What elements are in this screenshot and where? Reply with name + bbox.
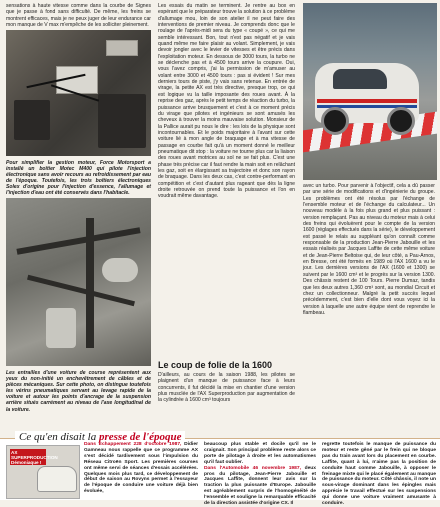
undercarriage-photo-caption: Les entrailles d'une voiture de course représentent aux yeux du non-initié un enchevêtrement de câbles et de pièces mécaniques. Sur cette photo, on distingue toutefois les vérins pneumatiques servant au levage rapide de la voiture et autour les points d'ancrage de la suspension arrière situés carrément au niveau de l'axe longitudinal de la voiture.: [6, 370, 151, 413]
engine-photo-caption: Pour simplifier la gestion moteur, Force Motorsport a installé un boîtier Motec M400 qui pilote l'injection électronique sans avoir recours au refroidissement par eau de l'époque. Toutefois, les trois boîtiers électroniques Solex d'origine pour l'injection d'essence, l'allumage et l'injection d'eau ont été conservés dans l'habitacle.: [6, 160, 151, 197]
engine-bay-photo: [6, 30, 151, 156]
press-text-1: Didier Gamneau nous rappelle que ce programme AX s'est décidé tardivement sous l'impulsion du Réseau Citroën Sport. Les premières courses ont même servi de séances d'essais accélérées. Quelques mois plus tard, ce développement de début de saison au Rovyns permet à l'essayeur de l'époque de conduire une voiture déjà bien évoluée,: [84, 442, 198, 495]
press-sidebar: [0, 431, 440, 507]
middle-column-continued: [158, 372, 295, 404]
press-source-1: Dans Echappement 228 d'octobre 1987,: [84, 442, 182, 447]
ecu-unit: [106, 40, 138, 56]
magazine-cover-car: [37, 466, 77, 492]
press-text-2a: beaucoup plus stable et docile qu'il ne le craignait. Son principal problème reste alors ce porte de pilotage à droite et les automatismes qu'il faut oublier.: [204, 442, 316, 465]
suspension-mount: [102, 258, 138, 282]
press-text-2b: deux pros du pilotage, Jean-Pierre Jabouille et Jacques Laffite, donnent leur avis sur la traction la plus puissante d'Europe. Jabouille est agréablement surpris de l'homogénéité de l'ensemble et souligne la remarquable efficacité de la direction assistée d'origine CX. Il: [204, 465, 316, 507]
middle-column: [158, 3, 295, 200]
car-wheel-rear: [387, 107, 415, 135]
engine-block-right: [98, 94, 146, 148]
left-column-intro: [6, 3, 151, 28]
press-column-1: [84, 442, 198, 495]
strut: [86, 218, 94, 348]
press-source-2: Dans l'Automobile 46 novembre 1987,: [204, 465, 301, 471]
press-column-2: [204, 442, 316, 507]
right-paragraph: avec un turbo. Pour parvenir à l'objectif, cela a dû passer par une série de modifications et d'ingénierie du groupe. Les problèmes ont été résolus par l'échange de l'ensemble moteur et de l'échange du calculateur... Un nouveau modèle à la fois plus grand et plus puissant : version remplaçant. Pas au niveau du moteur mais à celui des freins qui évoluèrent pour le compte de la version 1600 (réglages effectués dans la série), le développement est passé le relais au suppléant qu'on connaît comme responsable de la production Jean-Pierre Jabouille et les essais réalisés par Jacques Laffite de cette même voiture et de Jean-Pierre Beltoise qui, de leur côté, a Pau-Arnos, en Bresse, ont été formés en 1989 où l'AX 1600 a vu le jour. Les dernières versions de l'AX (1600 et 1300) se suivent par le 1600 cm³ et le progrès sur la version 1300. Des châssis restent de 100 Tours. Pierre Dumaz, tandis que les deux autres 1,360 cm³ sont, au mondial Circuit et chez un collectionneur. Malgré la petit succès lequel précédemment, c'est bien d'elle dont vous voyez ici la version à laquelle une autre équipe vient de reprendre le flambeau.: [303, 183, 435, 316]
engine-block: [14, 100, 50, 140]
press-title: Ce qu'en disait la presse de l'époque: [15, 431, 185, 443]
magazine-cover: [6, 445, 80, 499]
undercarriage-photo: [6, 198, 151, 366]
car-wheel-front: [321, 107, 349, 135]
section-heading: Le coup de folie de la 1600: [158, 360, 273, 370]
car-stripe-red: [317, 99, 417, 103]
magazine-cover-title: AX SUPERPRODUCTION Démoniaque !: [11, 450, 58, 465]
intro-paragraph: sensations à haute vitesse comme dans la courbe de Signes que je passe à fond sans difficulté. De même, les freins se montrent efficaces, mais je ne peux juger de leur endurance car mon manque de V max m'empêche de les solliciter pleinement.: [6, 3, 151, 29]
press-column-3: [322, 442, 436, 507]
pneumatic-jack: [46, 308, 76, 348]
press-title-accent: presse de l'époque: [98, 431, 182, 443]
chassis-bar: [16, 227, 140, 255]
middle-paragraph: Les essais du matin se terminent. Je rentre au box en espérant que le préparateur trouve la solution à ce problème d'allumage mou, loin de son atelier il ne peut faire des interventions de premier niveau. Je comprends donc que le roulage de l'après-midi sera du type « coupé », ce qui me semble intéressant. Bon, tout n'est pas négatif et je vais quand même me faire plaisir au volant. Simplement, je vais devoir jongler avec le levier de vitesses et être précis dans l'exploitation moteur. En dessous de 3000 tours, la turbo ne se déclenche pas et à 4500 tours arrive la coupure. Oui, vous l'avez compris, j'ai la permission de m'amuser au volant entre 3000 et 4500 tours : pas si évident ! Sur mes derniers tours de piste, j'y vais sans retenue. En entrée de virage, la petite AX est très directive, presque trop, ce qui est logique vu la taille imposante des roues avant. À la reprise des gaz, après le petit temps de réaction du turbo, la puissance arrive brusquement et c'est à ce moment précis du virage que pilotes et ingénieurs se sont amusés les cheveux à trouver la moins mauvaise solution. Monsieur de la Pallice aurait pu nous le dire : les lois de la physique sont incontournables. Et le poids majoritaire à l'avant sur cette voiture lié à mon angle de braquage et à ma vitesse de passage en courbe fait qu'à un moment donné le meilleur pneumatique dit stop : la voiture ne tourne plus car la liaison des roues avant motrices au sol ne se fait plus. C'est une phase très précise car il faut rendre la main soit en relâchant les gaz, soit en élargissant sa trajectoire et donc son rayon de braquage. Dans les deux cas, c'est contre-performant en compétition et c'est d'autant plus rageant que dès la ligne droite retrouvée on prend toute la puissance et l'on en voudrait même davantage.: [158, 3, 295, 200]
race-car-photo: [303, 3, 437, 180]
car-windscreen: [333, 69, 387, 89]
middle-paragraph-2: D'ailleurs, au cours de la saison 1988, les pilotes se plaignent d'un manque de puissance face à leurs concurrents, il fut décidé la mise en chantier d'une version plus musclée de l'AX Superproduction par augmentation de la cylindrée à 1600 cm³ toujours: [158, 372, 295, 404]
right-column: [303, 183, 435, 316]
press-text-3: regrette toutefois le manque de puissance du moteur et reste gêné par le frein qui ne bloque pas du train avant lors du placement en courbe. Laffite, quant à lui, n'aime pas la position de conduite haut comme Jabouille, à opposer le freinage mixte qui le placé également au manque de puissance du moteur. Côté châssis, il note un sous-virage dominant dans les épingles mais apprécie le travail effectué sur les suspensions qui donne une voiture vraiment amusante à conduire.: [322, 442, 436, 507]
